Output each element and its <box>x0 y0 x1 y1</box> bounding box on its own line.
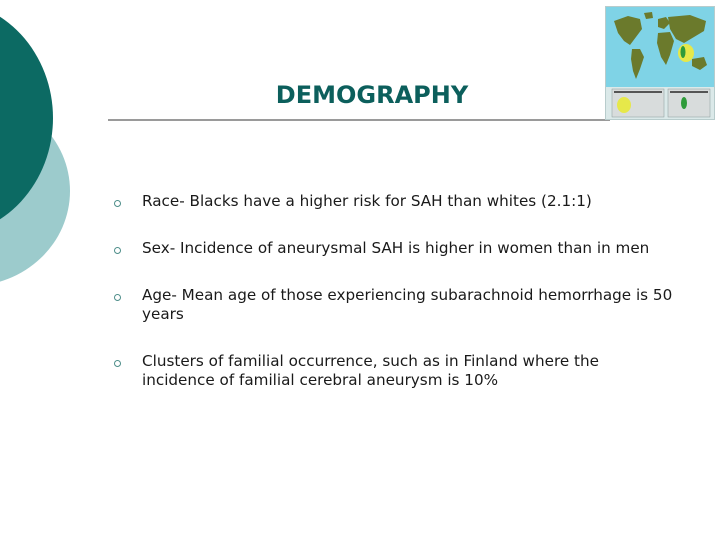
bullet-circle-icon <box>114 294 121 301</box>
bullet-text: Age- Mean age of those experiencing subarachnoid hemorrhage is 50 years <box>142 286 673 323</box>
bullet-item-familial <box>114 352 674 390</box>
bullet-circle-icon <box>114 247 121 254</box>
bullet-item-race <box>114 192 674 211</box>
bullet-circle-icon <box>114 360 121 367</box>
bullet-item-age <box>114 286 674 324</box>
world-map-thumbnail <box>605 6 715 120</box>
bullet-circle-icon <box>114 200 121 207</box>
bullet-item-sex <box>114 239 674 258</box>
title-divider <box>108 119 610 121</box>
bullet-text: Sex- Incidence of aneurysmal SAH is higher in women than in men <box>142 239 650 257</box>
slide-title: DEMOGRAPHY <box>275 81 469 109</box>
world-map-icon <box>606 7 714 119</box>
bullet-list <box>114 192 674 390</box>
bullet-text: Race- Blacks have a higher risk for SAH than whites (2.1:1) <box>142 192 592 210</box>
bullet-text: Clusters of familial occurrence, such as in Finland where the incidence of familial cerebral aneurysm is 10% <box>142 352 599 389</box>
